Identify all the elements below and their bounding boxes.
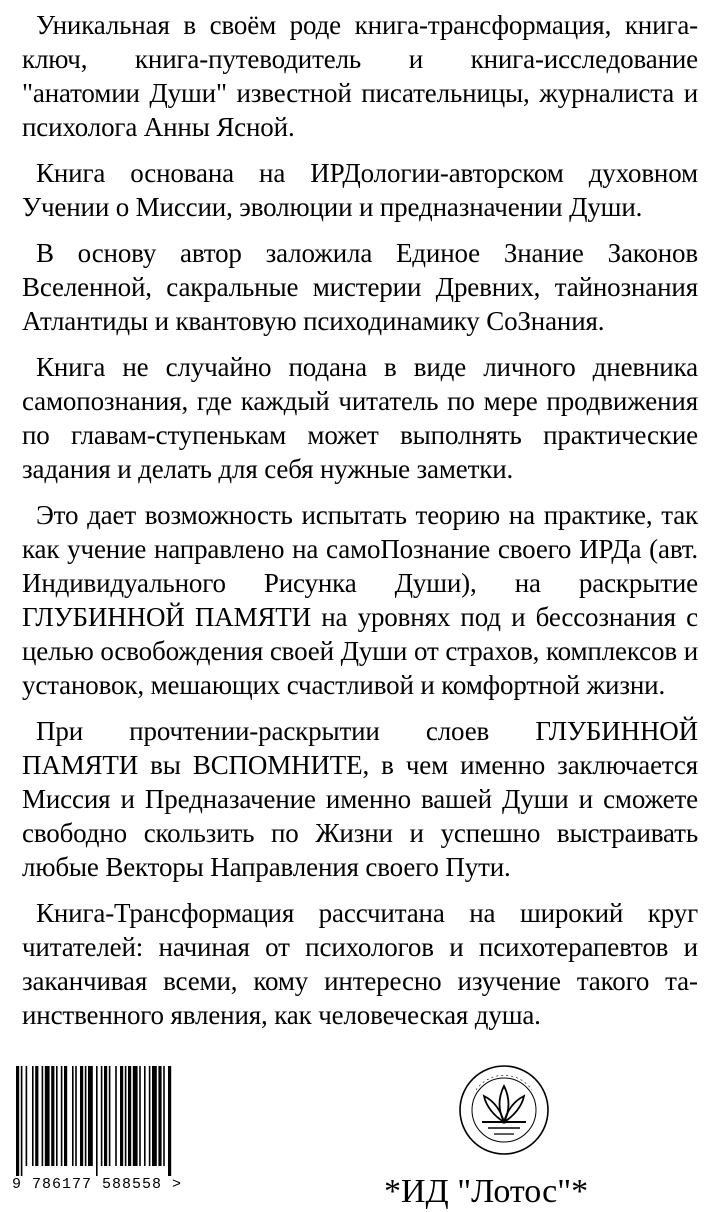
barcode-trailing-mark: > [172,1176,183,1193]
isbn-barcode [12,1066,242,1176]
description-text [22,8,698,1044]
barcode-digits [12,1176,182,1193]
paragraph-4: Книга не случайно подана в виде личного дневника самопознания, где каждый читатель по мере продвижения по главам-ступенькам может выполнять практические задания и делать для себя нужные заметки. [22,352,698,484]
lotus-logo-icon [454,1060,554,1160]
paragraph-6: При прочтении-раскрытии слоев ГЛУБИННОЙ ПАМЯТИ вы ВСПОМНИТЕ, в чем именно заключается Миссия и Предназачение именно вашей Души и сможете свободно скользить по Жизни и успешно выстраивать любые Векторы Направления своего Пути. [22,716,698,882]
cover-footer [0,1060,708,1210]
paragraph-5: Это дает возможность испытать теорию на практике, так как учение направлено на самоПознание своего ИРДа (авт. Индивидуального Рисунка Души), на раскрытие ГЛУБИННОЙ ПАМЯТИ на уровнях под и бессознания с целью освобождения своей Души от страхов, комплексов и установок, мешающих счастливой и комфортной жизни. [22,500,698,700]
paragraph-7: Книга-Трансформация рассчитана на широкий круг читателей: начиная от психологов и психотерапевтов и заканчивая всеми, кому интересно изучение такого таинственного явления, как человеческая душа. [22,898,698,1030]
paragraph-2: Книга основана на ИРДологии-авторском духовном Учении о Миссии, эволюции и предназначении Души. [22,158,698,222]
paragraph-1: Уникальная в своём роде книга-трансформация, книга-ключ, книга-путеводитель и книга-исследование "анатомии Души" известной писательницы, журналиста и психолога Анны Ясной. [22,10,698,142]
publisher-name: *ИД "Лотос"* [384,1173,589,1210]
paragraph-3: В основу автор заложила Единое Знание Законов Вселенной, сакральные мистерии Древних, тайнознания Атлантиды и квантовую психодинамику СоЗнания. [22,238,698,336]
barcode-number: 9 786177 588558 [12,1176,163,1193]
